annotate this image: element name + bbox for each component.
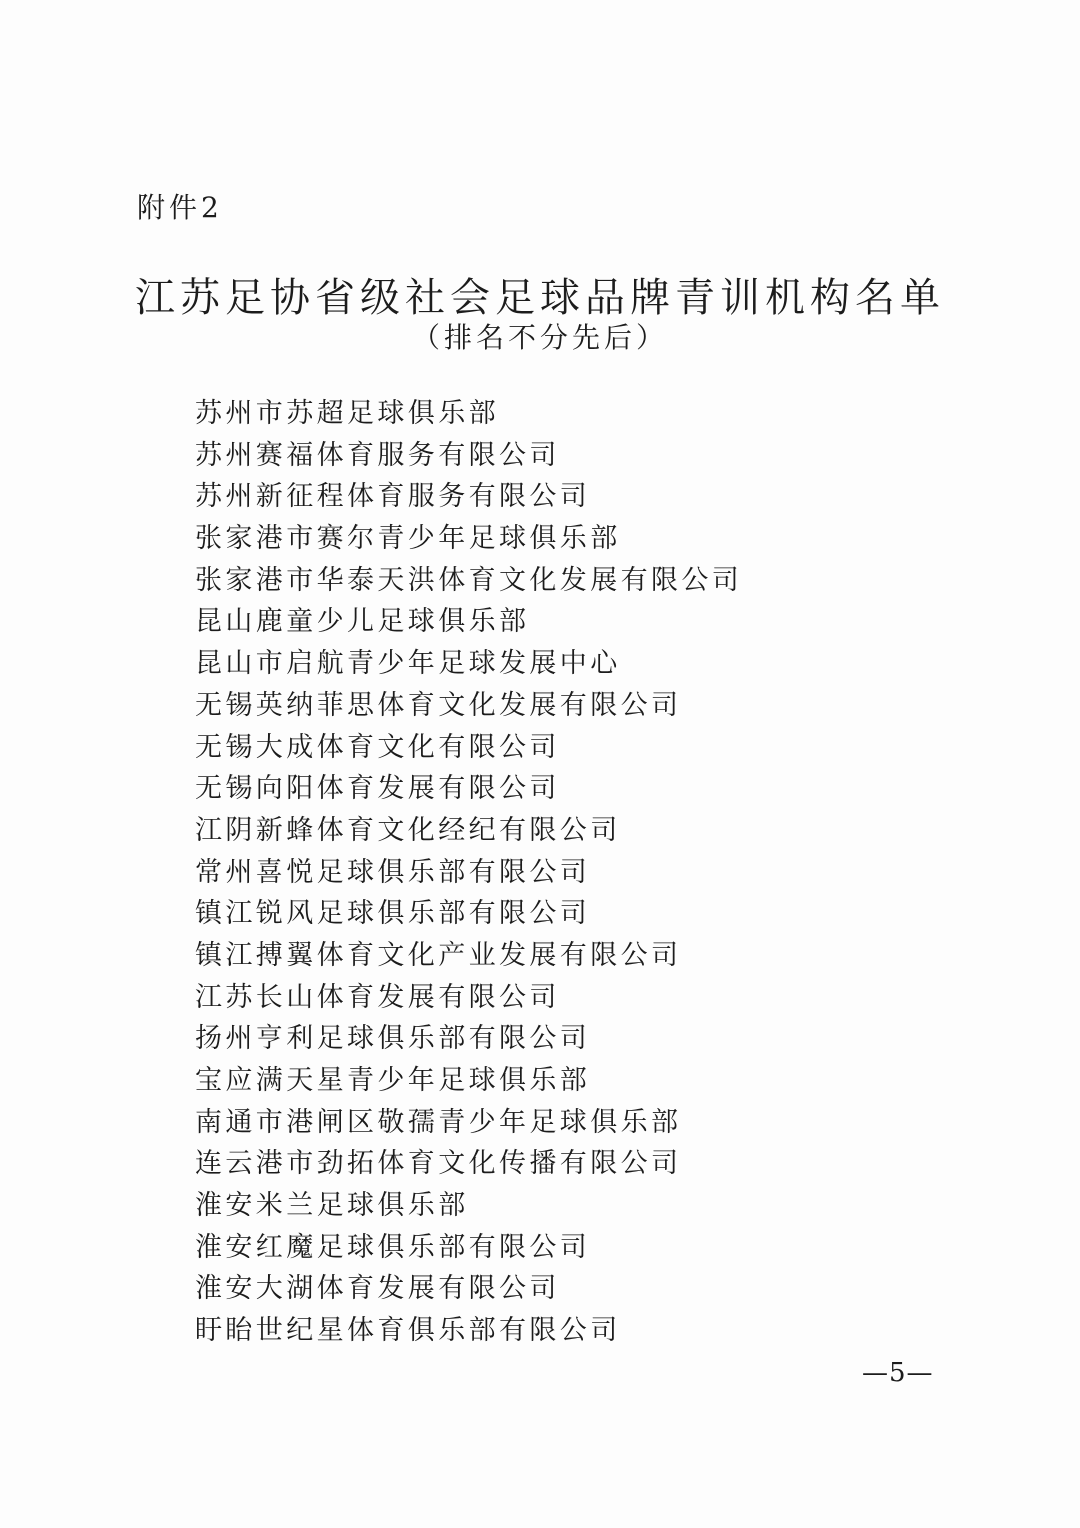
list-item: 扬州亨利足球俱乐部有限公司 (195, 1023, 591, 1055)
list-item: 连云港市劲拓体育文化传播有限公司 (195, 1148, 682, 1180)
list-item: 淮安大湖体育发展有限公司 (195, 1273, 560, 1305)
list-item: 镇江搏翼体育文化产业发展有限公司 (195, 939, 682, 971)
list-item: 苏州市苏超足球俱乐部 (195, 398, 499, 429)
list-item: 盱眙世纪星体育俱乐部有限公司 (195, 1315, 621, 1347)
list-item: 淮安米兰足球俱乐部 (195, 1190, 469, 1222)
list-item: 张家港市赛尔青少年足球俱乐部 (195, 523, 621, 555)
attachment-label: 附件2 (137, 191, 223, 224)
list-item: 宝应满天星青少年足球俱乐部 (195, 1065, 591, 1096)
organization-list (195, 393, 742, 1352)
list-item: 无锡英纳菲思体育文化发展有限公司 (195, 689, 682, 721)
list-item: 张家港市华泰天洪体育文化发展有限公司 (195, 564, 743, 596)
list-item: 无锡向阳体育发展有限公司 (195, 773, 560, 805)
list-item: 南通市港闸区敬孺青少年足球俱乐部 (195, 1106, 682, 1138)
document-title: 江苏足协省级社会足球品牌青训机构名单 (135, 275, 945, 321)
document-subtitle: （排名不分先后） (411, 321, 668, 354)
list-item: 无锡大成体育文化有限公司 (195, 731, 560, 763)
list-item: 苏州新征程体育服务有限公司 (195, 481, 591, 513)
list-item: 镇江锐风足球俱乐部有限公司 (195, 898, 591, 930)
list-item: 淮安红魔足球俱乐部有限公司 (195, 1231, 591, 1263)
list-item: 常州喜悦足球俱乐部有限公司 (195, 856, 591, 888)
list-item: 苏州赛福体育服务有限公司 (195, 439, 560, 471)
list-item: 江阴新蜂体育文化经纪有限公司 (195, 814, 621, 846)
list-item: 江苏长山体育发展有限公司 (195, 981, 560, 1013)
list-item: 昆山鹿童少儿足球俱乐部 (195, 606, 530, 638)
page-number: —5— (862, 1358, 934, 1388)
list-item: 昆山市启航青少年足球发展中心 (195, 648, 621, 680)
